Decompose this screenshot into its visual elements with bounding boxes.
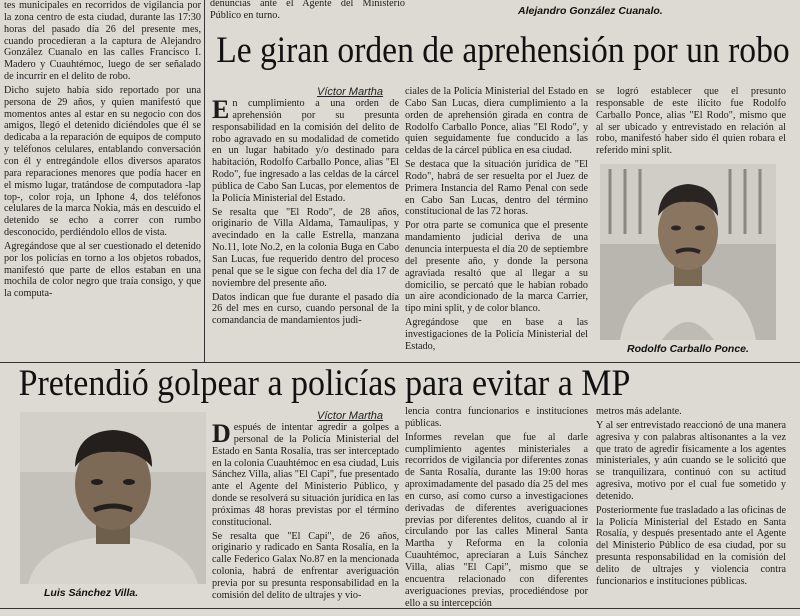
byline-article-1: Víctor Martha — [317, 86, 384, 98]
portrait-image — [20, 412, 206, 584]
paragraph: ciales de la Policía Ministerial del Estado en Cabo San Lucas, diera cumplimiento a la orden de aprehensión girada en contra de Rodolfo Carballo Ponce, alias "El Rodo", y quien seguidamente fue conducido a las celdas de la cárcel pública en esa ciudad. — [405, 86, 588, 157]
article-1-column-3 — [596, 86, 786, 158]
portrait-image — [600, 164, 776, 340]
paragraph: Posteriormente fue trasladado a las oficinas de la Policía Ministerial del Estado en Santa Rosalía, y después presentado ante el Agente del Ministerio Público de esa ciudad, por su presunta responsabilidad en la comisión del delito de ultrajes y violencia contra funcionarios e instituciones públicas. — [596, 504, 786, 587]
headline-article-1: Le giran orden de aprehensión por un robo — [216, 29, 790, 70]
article-2-column-2 — [405, 406, 588, 616]
article-2-column-1 — [212, 422, 399, 616]
paragraph: Después de intentar agredir a golpes a personal de la Policía Ministerial del Estado en Santa Rosalía, tras ser interceptado en la colonia Cuauhtémoc en esa ciudad, Luis Sánchez Villa, alias "El Capi", fue presentado ante el Agente del Ministerio Público, y donde se resolverá su situación jurídica en las próximas 48 horas previstas por el término constitucional. — [212, 422, 399, 528]
paragraph: se logró establecer que el presunto responsable de este ilícito fue Rodolfo Carballo Ponce, alias "El Rodo", mismo que al ser ubicado y entrevistado en relación al robo, manifestó haber sido él quien robara el referido mini split. — [596, 86, 786, 157]
paragraph: lencia contra funcionarios e instituciones públicas. — [405, 406, 588, 429]
article-2-column-3 — [596, 406, 786, 616]
paragraph: Se resalta que "El Capi", de 26 años, originario y radicado en Santa Rosalía, en la calle Federico Galax No.87 en la mencionada colonia, habrá de enfrentar averiguación previa por su presunta responsabilidad en la comisión del delito de ultrajes y vio- — [212, 530, 399, 601]
paragraph: Y al ser entrevistado reaccionó de una manera agresiva y con palabras altisonantes a la vez que trato de agredir físicamente a los agentes ministeriales, y aún cuando se le solicitó que se tranquilizara, continuó con su actitud agresiva, motivo por el cual fue sometido y detenido. — [596, 419, 786, 502]
photo-caption-article-1: Rodolfo Carballo Ponce. — [627, 343, 749, 355]
paragraph: Se resalta que "El Rodo", de 28 años, originario de Villa Aldama, Tamaulipas, y avecindado en la calle Estrella, manzana No.11, lote No.2, en la colonia Buga en Cabo San Lucas, fue requerido dentro del proceso penal que se le sigue con fecha del día 17 de noviembre del presente año. — [212, 206, 399, 289]
paragraph: Informes revelan que fue al darle cumplimiento agentes ministeriales a recorridos de vigilancia por diferentes zonas de Santa Rosalía, durante las 19:00 horas aproximadamente del pasado día 25 del mes en curso, así como curso a investigaciones derivadas de diferentes averiguaciones previas por diferentes delitos, cuando al ir circulando por las calles Mineral Santa Martha y Reforma en la colonia Cuauhtémoc, apreciaran a Luis Sánchez Villa, alias "El Capi", mismo que se encuentra relacionado con diferentes averiguaciones previas, procediéndose por ello a su intercepción — [405, 431, 588, 609]
paragraph: Datos indican que fue durante el pasado día 26 del mes en curso, cuando personal de la comandancia de mandamientos judi- — [212, 291, 399, 327]
paragraph: Dicho sujeto había sido reportado por una persona de 29 años, y quien manifestó que momentos antes al estar en su negocio con dos amigos, llegó el detenido diciéndoles que él se dedicaba a la reparación de equipos de computo y teléfonos celulares, entablando conversación con él y entregándole ellos diversos aparatos para reparaciones menores que podía hacer en el mismo lugar, tratándose de computadora -lap top-, color roja, un Iphone 4, dos teléfonos celulares de la marca Nokia, más en descuido el detenido se echo a correr con rumbo desconocido, perdiéndolo ellos de vista. — [4, 84, 201, 239]
paragraph: metros más adelante. — [596, 406, 682, 417]
drop-cap: D — [212, 422, 231, 448]
photo-rodolfo-carballo — [600, 164, 776, 340]
photo-caption-top: Alejandro González Cuanalo. — [518, 5, 663, 17]
top-left-column — [4, 0, 201, 362]
column-divider — [204, 0, 205, 362]
bottom-rule — [0, 608, 800, 609]
paragraph: En cumplimiento a una orden de aprehensión por su presunta responsabilidad en la comisión del delito de robo agravado en su modalidad de cometido en un lugar habitado y/o destinado para habitación, Rodolfo Carballo Ponce, alias "El Rodo", fue ingresado a las celdas de la cárcel pública de Cabo San Lucas, por elementos de la Policía Ministerial del Estado. — [212, 98, 399, 204]
paragraph: Por otra parte se comunica que el presente mandamiento judicial deriva de una denuncia interpuesta el día 20 de septiembre del presente año, y donde la persona agraviada resaltó que al llegar a su domicilio, se percató que le habían robado un aire acondicionado de la marca Carrier, tipo mini split, y de color blanco. — [405, 220, 588, 315]
headline-article-2: Pretendió golpear a policías para evitar a MP — [18, 362, 631, 403]
paragraph: Agregándose que al ser cuestionado el detenido por los policías en torno a los objetos robados, manifestó que parte de ellos estaban en una mochila de color negro que traía consigo, y que la computa- — [4, 240, 201, 300]
paragraph: tes municipales en recorridos de vigilancia por la zona centro de esta ciudad, durante las 17:30 horas del pasado día 26 del presente mes, cuando procedieran a la captura de Alejandro González Cuanalo en las calles Francisco I. Madero y Cuauhtémoc, luego de ser señalado de incurrir en el delito de robo. — [4, 0, 201, 83]
article-1-column-1 — [212, 98, 399, 362]
paragraph: Agregándose que en base a las investigaciones de la Policía Ministerial del Estado, — [405, 317, 588, 352]
drop-cap: E — [212, 98, 230, 124]
photo-luis-sanchez — [20, 412, 206, 584]
byline-article-2: Víctor Martha — [317, 410, 384, 422]
paragraph: Se destaca que la situación jurídica de "El Rodo", habrá de ser resuelta por el Juez de Primera Instancia del Ramo Penal con sede en Cabo San Lucas, dentro del término constitucional de las 72 horas. — [405, 159, 588, 218]
top-middle-fragment: denuncias ante el Agente del Ministerio Público en turno. — [210, 0, 405, 21]
article-1-column-2 — [405, 86, 588, 362]
photo-caption-article-2: Luis Sánchez Villa. — [44, 587, 139, 599]
